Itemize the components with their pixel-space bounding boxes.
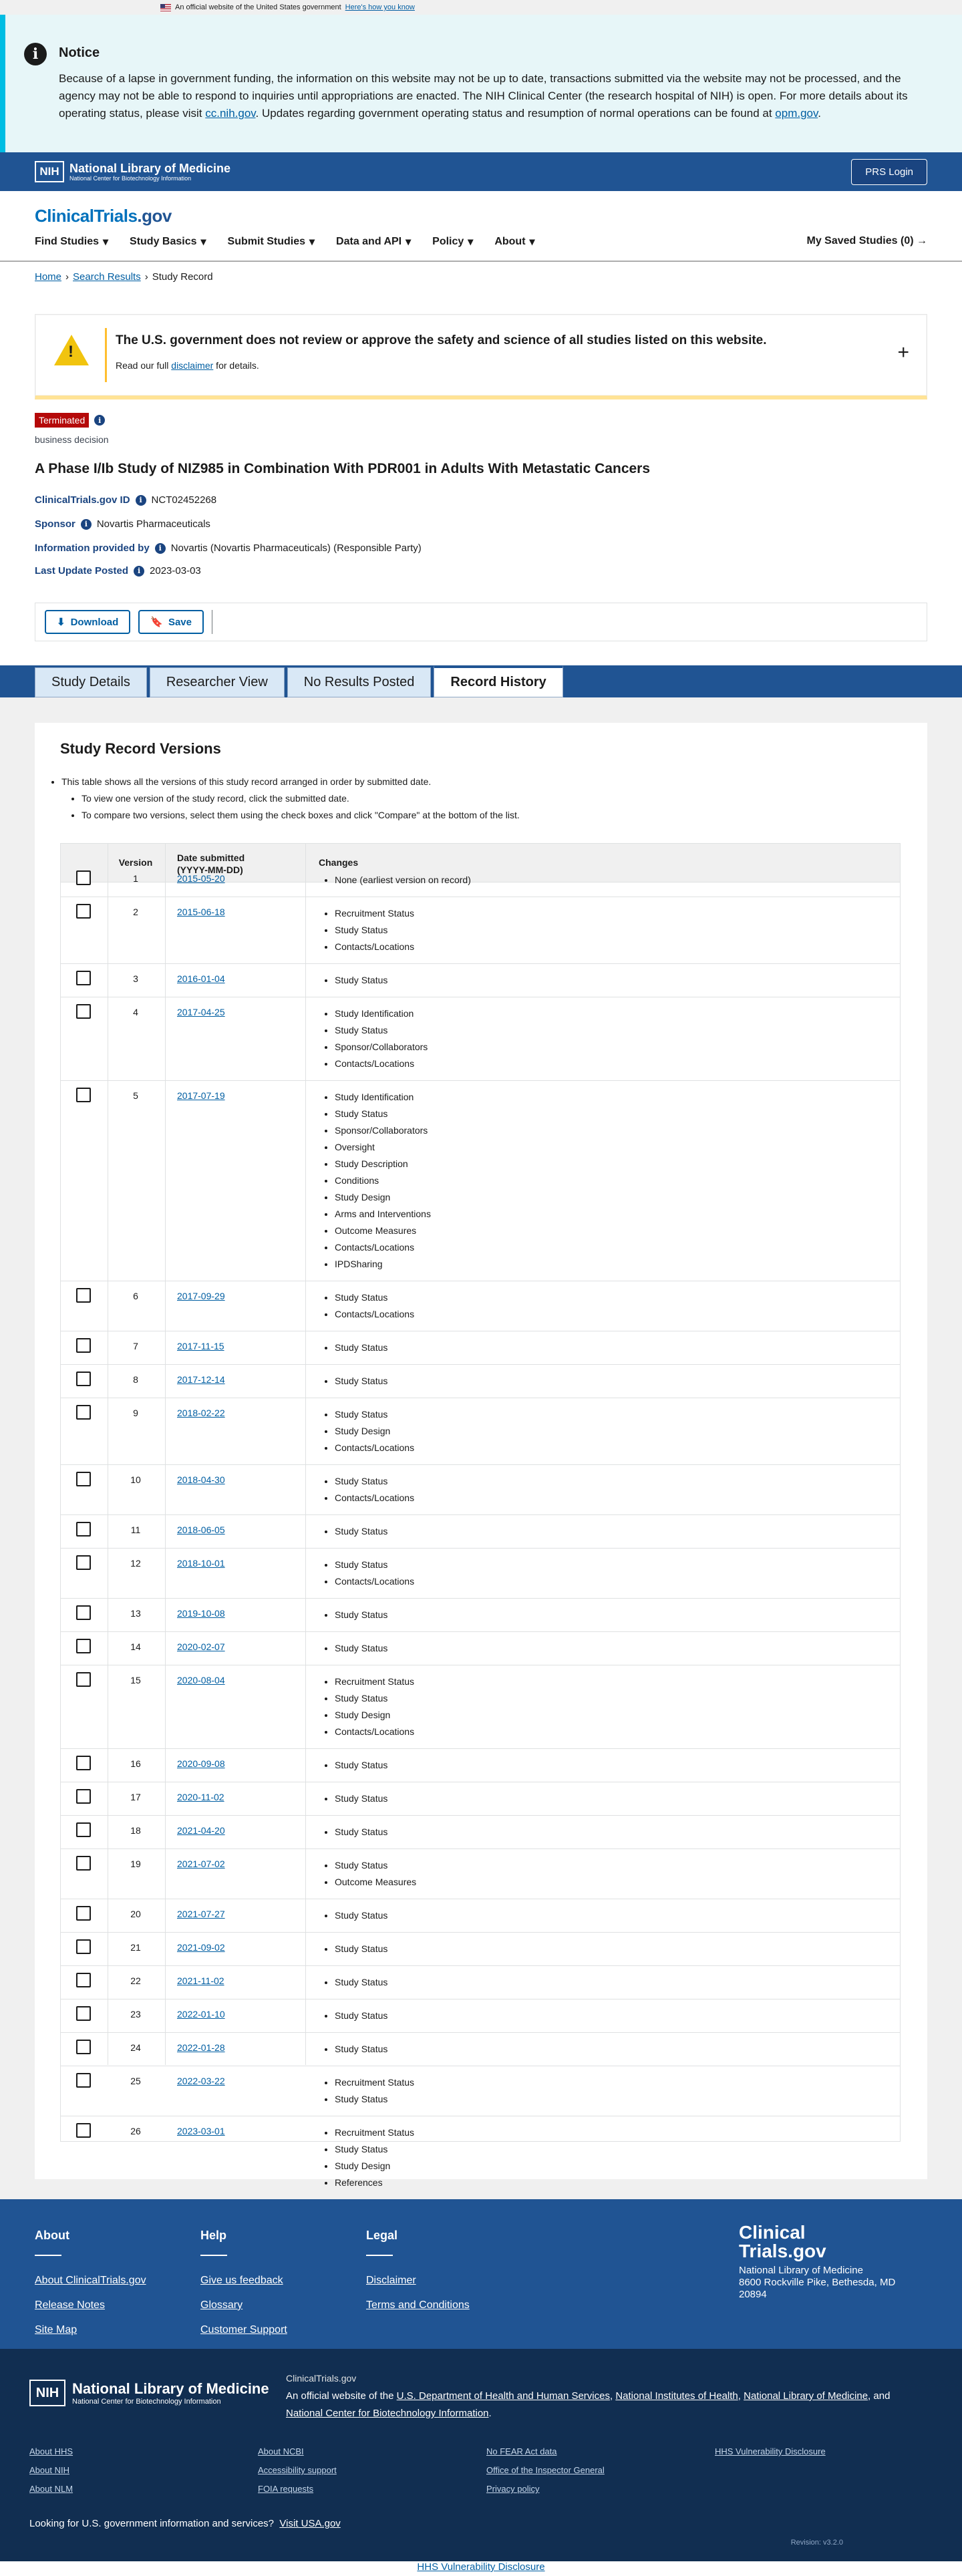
footer-link[interactable]: Release Notes [35,2299,105,2311]
footer-link[interactable]: Terms and Conditions [366,2299,470,2311]
footer-links-col3: No FEAR Act data Office of the Inspector General Privacy policy [486,2446,605,2494]
status-row [35,413,105,428]
change-item: • Recruitment Status [335,905,900,922]
disclaimer-link[interactable]: disclaimer [171,360,214,371]
compare-checkbox[interactable] [76,1973,91,1987]
version-number: 20 [130,1909,141,1919]
change-item: • Study Design [335,1707,900,1724]
compare-checkbox[interactable] [76,1522,91,1537]
changes-list [61,1081,900,1281]
version-number: 25 [130,2076,141,2086]
changes-list [61,2066,900,2116]
compare-checkbox[interactable] [76,1088,91,1102]
table-row [61,1749,900,1782]
compare-checkbox[interactable] [76,1004,91,1019]
version-number: 6 [133,1291,138,1301]
compare-checkbox[interactable] [76,1939,91,1954]
change-item: • Study Status [335,1406,900,1423]
version-number: 19 [130,1859,141,1869]
chevron-down-icon: ▾ [529,236,535,248]
nlm-subtitle: National Center for Biotechnology Information [69,174,192,182]
table-row [61,1899,900,1933]
info-icon[interactable]: i [155,543,166,554]
compare-checkbox[interactable] [76,2073,91,2088]
table-row [61,997,900,1081]
study-id-row: ClinicalTrials.gov ID i NCT02452268 [35,494,217,506]
warning-icon: ! [54,335,89,365]
version-date-link[interactable]: 2017-09-29 [177,1291,225,1301]
download-button[interactable]: ⬇ Download [45,610,130,634]
chevron-down-icon: ▾ [468,236,474,248]
main-nav [35,235,535,249]
version-number: 24 [130,2042,141,2053]
change-item: • Sponsor/Collaborators [335,1122,900,1139]
change-item: • Study Status [335,1824,900,1840]
version-date-link[interactable]: 2022-03-22 [177,2076,225,2086]
change-item: • Study Identification [335,1089,900,1106]
nav-policy[interactable]: Policy ▾ [432,236,474,248]
tab-no-results-posted[interactable]: No Results Posted [287,667,432,697]
table-row [61,1465,900,1515]
nlm-footer: NIH National Library of Medicine National Center for Biotechnology Information ClinicalTrials.gov An official website of the U.S. Department of Health and Human Services, National Institutes of Health, National Library of Medicine, and National Center for Biotechnology Information. About HHS About NIH About NLM About NCBI Accessibility support FOIA requests No FEAR Act data Office of the Inspector General Privacy policy HHS Vulnerability Disclosure Looking for U.S. government information and services? Visit USA.gov Revision: v3.2.0 [0,2349,962,2576]
gov-banner-text: An official website of the United States government [175,3,341,11]
table-row [61,897,900,964]
col-changes: Changes [319,857,359,868]
footer-link[interactable]: Site Map [35,2324,77,2336]
version-date-link[interactable]: 2020-02-07 [177,1641,225,1652]
version-number: 18 [130,1825,141,1836]
table-row [61,1933,900,1966]
version-date-link[interactable]: 2021-09-02 [177,1942,225,1953]
col-date: Date submitted (YYYY-MM-DD) [177,852,245,875]
status-badge: Terminated [35,413,89,428]
disclaimer-text: Read our full disclaimer for details. [116,360,259,371]
change-item: • Study Status [335,1523,900,1540]
change-item: • Study Status [335,1640,900,1657]
col-version: Version [118,857,153,868]
site-footer [0,2199,962,2349]
version-date-link[interactable]: 2018-04-30 [177,1474,225,1485]
change-item: • Study Status [335,1690,900,1707]
chevron-down-icon: ▾ [406,236,412,248]
info-icon[interactable]: i [134,566,144,577]
table-row [61,864,900,897]
compare-checkbox[interactable] [76,904,91,919]
change-item: • Contacts/Locations [335,939,900,955]
change-item: • None (earliest version on record) [335,872,900,889]
version-date-link[interactable]: 2017-11-15 [177,1341,224,1351]
prs-login-button[interactable]: PRS Login [851,159,927,185]
expand-plus-icon[interactable]: + [897,341,909,363]
hhs-vulnerability-link[interactable]: HHS Vulnerability Disclosure [417,2561,545,2573]
change-item: • Conditions [335,1172,900,1189]
compare-checkbox[interactable] [76,1906,91,1921]
version-number: 10 [130,1474,141,1485]
table-row [61,1398,900,1465]
changes-list [61,1549,900,1598]
change-item: • Study Identification [335,1005,900,1022]
history-heading: Study Record Versions [60,740,221,757]
change-item: • Contacts/Locations [335,1306,900,1323]
breadcrumb-current: Study Record [152,271,213,283]
bookmark-icon: 🔖 [150,617,163,628]
change-item: • References [335,2175,900,2191]
change-item: • Study Status [335,1790,900,1807]
info-icon[interactable]: i [81,519,92,530]
version-number: 4 [133,1007,138,1017]
table-row [61,1331,900,1365]
footer-link[interactable]: Disclaimer [366,2275,416,2286]
change-item: • Study Status [335,1473,900,1490]
footer-about: About About ClinicalTrials.gov Release Notes Site Map [35,2229,146,2342]
version-number: 1 [133,873,138,884]
info-icon: i [24,43,47,65]
change-item: • Contacts/Locations [335,1056,900,1072]
change-item: • Recruitment Status [335,2124,900,2141]
study-title: A Phase I/Ib Study of NIZ985 in Combination With PDR001 in Adults With Metastatic Cancers [35,461,651,476]
disclaimer-heading: The U.S. government does not review or approve the safety and science of all studies listed on this website. [116,333,767,347]
compare-checkbox[interactable] [76,1756,91,1770]
version-number: 3 [133,973,138,984]
chevron-down-icon: ▾ [103,236,109,248]
study-actions [35,603,927,641]
footer-link[interactable]: Glossary [200,2299,243,2311]
version-date-link[interactable]: 2016-01-04 [177,973,225,984]
nav-about[interactable]: About ▾ [494,236,535,248]
shutdown-notice [0,15,962,152]
tab-record-history[interactable]: Record History [434,665,563,697]
change-item: • Contacts/Locations [335,1490,900,1506]
version-number: 5 [133,1090,138,1101]
compare-checkbox[interactable] [76,1405,91,1420]
change-item: • Contacts/Locations [335,1239,900,1256]
revision-text: Revision: v3.2.0 [790,2539,843,2547]
sponsor-row: Sponsor i Novartis Pharmaceuticals [35,518,210,530]
versions-table [60,843,901,2188]
compare-checkbox[interactable] [76,1605,91,1620]
compare-checkbox[interactable] [76,1856,91,1871]
table-row [61,2116,900,2200]
change-item: • Study Status [335,1941,900,1957]
change-item: • Study Status [335,1339,900,1356]
notice-body: Because of a lapse in government funding, the information on this website may not be up to date, transactions submitted via the website may not be processed, and the agency may not be able to respond to inquiries until appropriations are enacted. The NIH Clinical Center (the research hospital of NIH) is open. For more details about its operating status, please visit cc.nih.gov. Updates regarding government operating status and resumption of normal operations can be found at opm.gov. [59,72,908,120]
version-date-link[interactable]: 2020-09-08 [177,1758,225,1769]
change-item: • Arms and Interventions [335,1206,900,1223]
change-item: • Study Status [335,1757,900,1774]
change-item: • Study Status [335,2041,900,2058]
change-item: • Study Status [335,1607,900,1623]
version-date-link[interactable]: 2017-04-25 [177,1007,225,1017]
us-flag-icon [160,4,171,11]
table-row [61,1665,900,1749]
info-icon[interactable]: i [136,495,146,506]
compare-checkbox[interactable] [76,870,91,885]
status-reason: business decision [35,434,109,445]
breadcrumb-search-results[interactable]: Search Results [73,271,141,283]
footer-link[interactable]: Give us feedback [200,2275,283,2286]
version-number: 14 [130,1641,141,1652]
footer-legal: Legal Disclaimer Terms and Conditions [366,2229,470,2317]
compare-checkbox[interactable] [76,2123,91,2138]
compare-checkbox[interactable] [76,1372,91,1386]
change-item: • Contacts/Locations [335,1724,900,1740]
table-row [61,1515,900,1549]
change-item: • Recruitment Status [335,1673,900,1690]
sponsor-value: Novartis Pharmaceuticals [96,518,210,530]
table-row [61,1782,900,1816]
table-row [61,1999,900,2033]
compare-checkbox[interactable] [76,1789,91,1804]
compare-checkbox[interactable] [76,1288,91,1303]
history-intro: • This table shows all the versions of this study record arranged in order by submitted date. • To view one version of the study record, click the submitted date. • To compare two versions, select them using the check boxes and click "Compare" at the bottom of the list. [73,774,520,824]
version-date-link[interactable]: 2019-10-08 [177,1608,225,1619]
my-saved-studies-link[interactable]: My Saved Studies (0) → [806,235,927,247]
version-number: 16 [130,1758,141,1769]
version-number: 13 [130,1608,141,1619]
nav-data-and-api[interactable]: Data and API ▾ [336,236,412,248]
change-item: • Contacts/Locations [335,1440,900,1456]
notice-title: Notice [59,45,100,60]
changes-list [61,1849,900,1899]
change-item: • Study Status [335,1974,900,1991]
version-date-link[interactable]: 2021-04-20 [177,1825,225,1836]
change-item: • Outcome Measures [335,1874,900,1891]
version-date-link[interactable]: 2021-07-27 [177,1909,225,1919]
footer-links-col2: About NCBI Accessibility support FOIA requests [258,2446,337,2494]
table-row [61,964,900,997]
save-button[interactable]: 🔖 Save [138,610,204,634]
change-item: • Study Description [335,1156,900,1172]
nav-study-basics[interactable]: Study Basics ▾ [130,236,206,248]
compare-checkbox[interactable] [76,1822,91,1837]
change-item: • Recruitment Status [335,2074,900,2091]
version-number: 11 [130,1524,141,1535]
changes-list [61,1465,900,1514]
site-header [0,191,962,262]
download-icon: ⬇ [57,617,65,628]
change-item: • Study Design [335,1189,900,1206]
version-date-link[interactable]: 2017-07-19 [177,1090,225,1101]
version-date-link[interactable]: 2020-08-04 [177,1675,225,1685]
table-row [61,1632,900,1665]
version-number: 9 [133,1408,138,1418]
version-date-link[interactable]: 2015-06-18 [177,907,225,917]
nlm-logo[interactable] [35,161,230,182]
changes-list [61,1281,900,1331]
change-item: • Study Status [335,1557,900,1573]
version-date-link[interactable]: 2023-03-01 [177,2126,225,2136]
compare-checkbox[interactable] [76,1639,91,1653]
version-number: 23 [130,2009,141,2020]
study-id: NCT02452268 [151,494,217,506]
change-item: • Study Design [335,1423,900,1440]
gov-banner [0,0,962,15]
table-row [61,1816,900,1849]
change-item: • Study Status [335,1289,900,1306]
usa-gov-row: Looking for U.S. government information and services? Visit USA.gov [29,2518,341,2529]
change-item: • Outcome Measures [335,1223,900,1239]
footer-ct-logo: Clinical Trials.gov National Library of Medicine 8600 Rockville Pike, Bethesda, MD 20894 [739,2222,896,2300]
change-item: • Study Status [335,1857,900,1874]
change-item: • Study Status [335,2141,900,2158]
change-item: • Study Status [335,972,900,989]
compare-checkbox[interactable] [76,1672,91,1687]
breadcrumb: Home › Search Results › Study Record [35,271,213,283]
version-number: 21 [130,1942,141,1953]
version-date-link[interactable]: 2018-10-01 [177,1558,225,1569]
nlm-header [0,152,962,191]
version-number: 22 [130,1975,141,1986]
cc-nih-link[interactable]: cc.nih.gov [205,107,256,120]
clinicaltrials-logo[interactable]: ClinicalTrials.gov [35,206,172,226]
usa-gov-link[interactable]: Visit USA.gov [279,2518,341,2529]
table-row [61,2066,900,2116]
table-row [61,1966,900,1999]
table-body [61,873,900,2188]
footer-link[interactable]: About ClinicalTrials.gov [35,2275,146,2286]
compare-checkbox[interactable] [76,1338,91,1353]
compare-checkbox[interactable] [76,1555,91,1570]
version-date-link[interactable]: 2020-11-02 [177,1792,224,1802]
nav-find-studies[interactable]: Find Studies ▾ [35,236,109,248]
nlm-title: National Library of Medicine [69,161,231,175]
change-item: • Study Status [335,2007,900,2024]
study-tabs [0,665,962,697]
version-date-link[interactable]: 2021-11-02 [177,1975,224,1986]
version-date-link[interactable]: 2018-02-22 [177,1408,225,1418]
change-item: • Contacts/Locations [335,1573,900,1590]
tab-researcher-view[interactable]: Researcher View [150,667,285,697]
version-number: 2 [133,907,138,917]
version-number: 26 [130,2126,141,2136]
change-item: • Study Status [335,1106,900,1122]
chevron-down-icon: ▾ [200,236,206,248]
official-website-text: An official website of the U.S. Department of Health and Human Services, National Institutes of Health, National Library of Medicine, and National Center for Biotechnology Information. [286,2390,891,2419]
nlm-footer-logo[interactable]: NIH National Library of Medicine National Center for Biotechnology Information [29,2380,269,2406]
table-row [61,1081,900,1281]
version-number: 15 [130,1675,141,1685]
footer-links-col1: About HHS About NIH About NLM [29,2446,73,2494]
chevron-down-icon: ▾ [309,236,315,248]
change-item: • Oversight [335,1139,900,1156]
table-row [61,1599,900,1632]
change-item: • Study Status [335,1373,900,1390]
nav-submit-studies[interactable]: Submit Studies ▾ [227,236,315,248]
table-row [61,2033,900,2066]
info-icon[interactable]: i [94,415,105,426]
change-item: • Study Status [335,1907,900,1924]
heres-how-you-know-link[interactable]: Here's how you know [345,3,415,11]
version-date-link[interactable]: 2022-01-28 [177,2042,225,2053]
change-item: • Sponsor/Collaborators [335,1039,900,1056]
footer-help: Help Give us feedback Glossary Customer Support [200,2229,287,2342]
provided-by-row: Information provided by i Novartis (Novartis Pharmaceuticals) (Responsible Party) [35,542,422,554]
change-item: • IPDSharing [335,1256,900,1273]
compare-checkbox[interactable] [76,971,91,985]
change-item: • Study Status [335,2091,900,2108]
version-date-link[interactable]: 2022-01-10 [177,2009,225,2020]
bottom-bar [0,2561,962,2576]
compare-checkbox[interactable] [76,2006,91,2021]
version-number: 12 [130,1558,141,1569]
compare-checkbox[interactable] [76,2040,91,2054]
change-item: • Study Status [335,1022,900,1039]
opm-link[interactable]: opm.gov [775,107,818,120]
version-number: 8 [133,1374,138,1385]
change-item: • Study Status [335,922,900,939]
last-update-value: 2023-03-03 [150,565,201,577]
provided-by-value: Novartis (Novartis Pharmaceuticals) (Responsible Party) [170,542,422,554]
change-item: • Study Design [335,2158,900,2175]
nih-badge: NIH [35,161,64,182]
table-row [61,1849,900,1899]
table-row [61,1365,900,1398]
tab-study-details[interactable]: Study Details [35,667,147,697]
version-date-link[interactable]: 2018-06-05 [177,1524,225,1535]
table-row [61,1281,900,1331]
version-date-link[interactable]: 2017-12-14 [177,1374,225,1385]
footer-links-col4: HHS Vulnerability Disclosure [715,2446,826,2456]
compare-checkbox[interactable] [76,1472,91,1486]
version-date-link[interactable]: 2015-05-20 [177,873,225,884]
version-date-link[interactable]: 2021-07-02 [177,1859,225,1869]
breadcrumb-home[interactable]: Home [35,271,62,283]
disclaimer-alert [35,314,927,399]
table-row [61,1549,900,1599]
footer-link[interactable]: Customer Support [200,2324,287,2336]
version-number: 7 [133,1341,138,1351]
version-number: 17 [130,1792,141,1802]
last-update-row: Last Update Posted i 2023-03-03 [35,565,201,577]
